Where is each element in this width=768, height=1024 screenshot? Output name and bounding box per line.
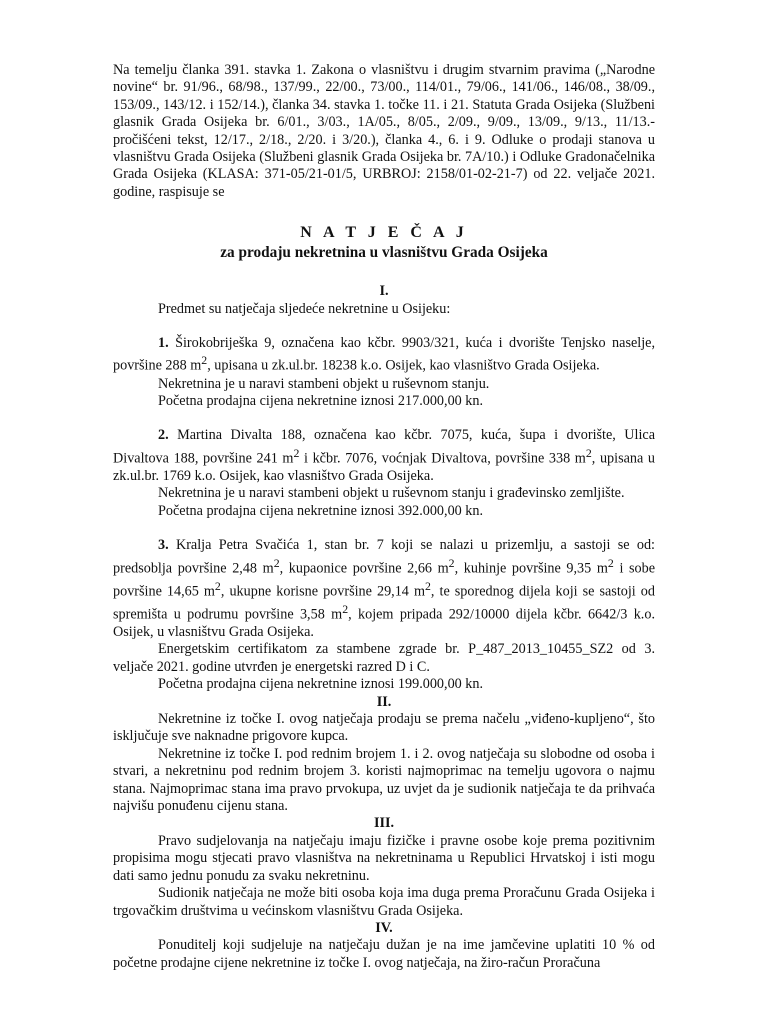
item-3: 3. Kralja Petra Svačića 1, stan br. 7 koji se nalazi u prizemlju, a sastoji se od: predsoblja površine 2,48 $m^2$, kupaonice površine 2,66 $m^2$, kuhinje površine 9,35 $m^2$ i sobe površine 14,65 $m^2$, ukupne korisne površine 29,14 $m^2$, te sporednog dijela koji se sastoji od spremišta u podrumu površine 3,58 $m^2$, kojem pripada 292/10000 dijela kčbr. 6642/3 k.o. Osijek, u vlasništvu Grada Osijeka. [113,537,656,641]
document-subtitle: za prodaju nekretnina u vlasništvu Grada Osijeka [220,244,548,262]
section-1-lead: Predmet su natječaja sljedeće nekretnine u Osijeku: [158,300,451,317]
item-3-price: Početna prodajna cijena nekretnine iznosi 199.000,00 kn. [158,676,484,693]
section-3-p1: Pravo sudjelovanja na natječaju imaju fizičke i pravne osobe koje prema pozitivnim propisima mogu stjecati pravo vlasništva na nekretninama u Republici Hrvatskoj i isti mogu dati samo jednu ponudu za svaku nekretninu. [113,832,655,884]
item-3-certificate: Energetskim certifikatom za stambene zgrade br. P_487_2013_10455_SZ2 od 3. veljače 2021. godine utvrđen je energetski razred D i C. [113,641,655,675]
item-2-nature: Nekretnina je u naravi stambeni objekt u ruševnom stanju i građevinsko zemljište. [158,485,625,502]
section-3-heading: III. [373,815,395,832]
item-1-price: Početna prodajna cijena nekretnine iznosi 217.000,00 kn. [158,393,484,410]
section-2-p2: Nekretnine iz točke I. pod rednim brojem 1. i 2. ovog natječaja su slobodne od osoba i stvari, a nekretninu pod rednim brojem 3. koristi najmoprimac na temelju ugovora o najmu stana. Najmoprimac stana ima pravo prvokupa, uz uvjet da je sudionik natječaja te da prihvaća najvišu ponuđenu cijenu stana. [113,745,655,815]
intro-paragraph: Na temelju članka 391. stavka 1. Zakona o vlasništvu i drugim stvarnim pravima („Narodne novine“ br. 91/96., 68/98., 137/99., 22/00., 73/00., 114/01., 79/06., 141/06., 146/08., 38/09., 153/09., 143/12. i 152/14.), članka 34. stavka 1. točke 11. i 21. Statuta Grada Osijeka (Službeni glasnik Grada Osijeka br. 6/01., 3/03., 1A/05., 8/05., 2/09., 9/09., 13/09., 9/13., 11/13.-pročišćeni tekst, 12/17., 2/18., 2/20. i 3/20.), članka 4., 6. i 9. Odluke o prodaji stanova u vlasništvu Grada Osijeka (Službeni glasnik Grada Osijeka br. 7A/10.) i Odluke Gradonačelnika Grada Osijeka (KLASA: 371-05/21-01/5, URBROJ: 2158/01-02-21-7) od 22. veljače 2021. godine, raspisuje se [113,62,655,200]
section-2-heading: II. [376,693,392,710]
section-3-p2: Sudionik natječaja ne može biti osoba koja ima duga prema Proračunu Grada Osijeka i trgovačkim društvima u većinskom vlasništvu Grada Osijeka. [113,885,655,919]
section-4-p1: Ponuditelj koji sudjeluje na natječaju dužan je na ime jamčevine uplatiti 10 % od početne prodajne cijene nekretnine iz točke I. ovog natječaja, na žiro-račun Proračuna [113,937,655,971]
item-2-price: Početna prodajna cijena nekretnine iznosi 392.000,00 kn. [158,502,484,519]
item-1: 1. Širokobriješka 9, označena kao kčbr. 9903/321, kuća i dvorište Tenjsko naselje, površine 288 $m^2$, upisana u zk.ul.br. 18238 k.o. Osijek, kao vlasništvo Grada Osijeka. [113,335,655,375]
document-title: N A T J E Č A J [300,224,468,242]
item-1-nature: Nekretnina je u naravi stambeni objekt u ruševnom stanju. [158,375,490,392]
section-2-p1: Nekretnine iz točke I. ovog natječaja prodaju se prema načelu „viđeno-kupljeno“, što isključuje sve naknadne prigovore kupca. [113,711,655,745]
item-2: 2. Martina Divalta 188, označena kao kčbr. 7075, kuća, šupa i dvorište, Ulica Divaltova 188, površine 241 $m^2$ i kčbr. 7076, voćnjak Divaltova, površine 338 $m^2$, upisana u zk.ul.br. 1769 k.o. Osijek, kao vlasništvo Grada Osijeka. [113,427,656,484]
section-4-heading: IV. [375,919,393,936]
document-page [113,62,655,972]
section-1-heading: I. [379,283,389,300]
